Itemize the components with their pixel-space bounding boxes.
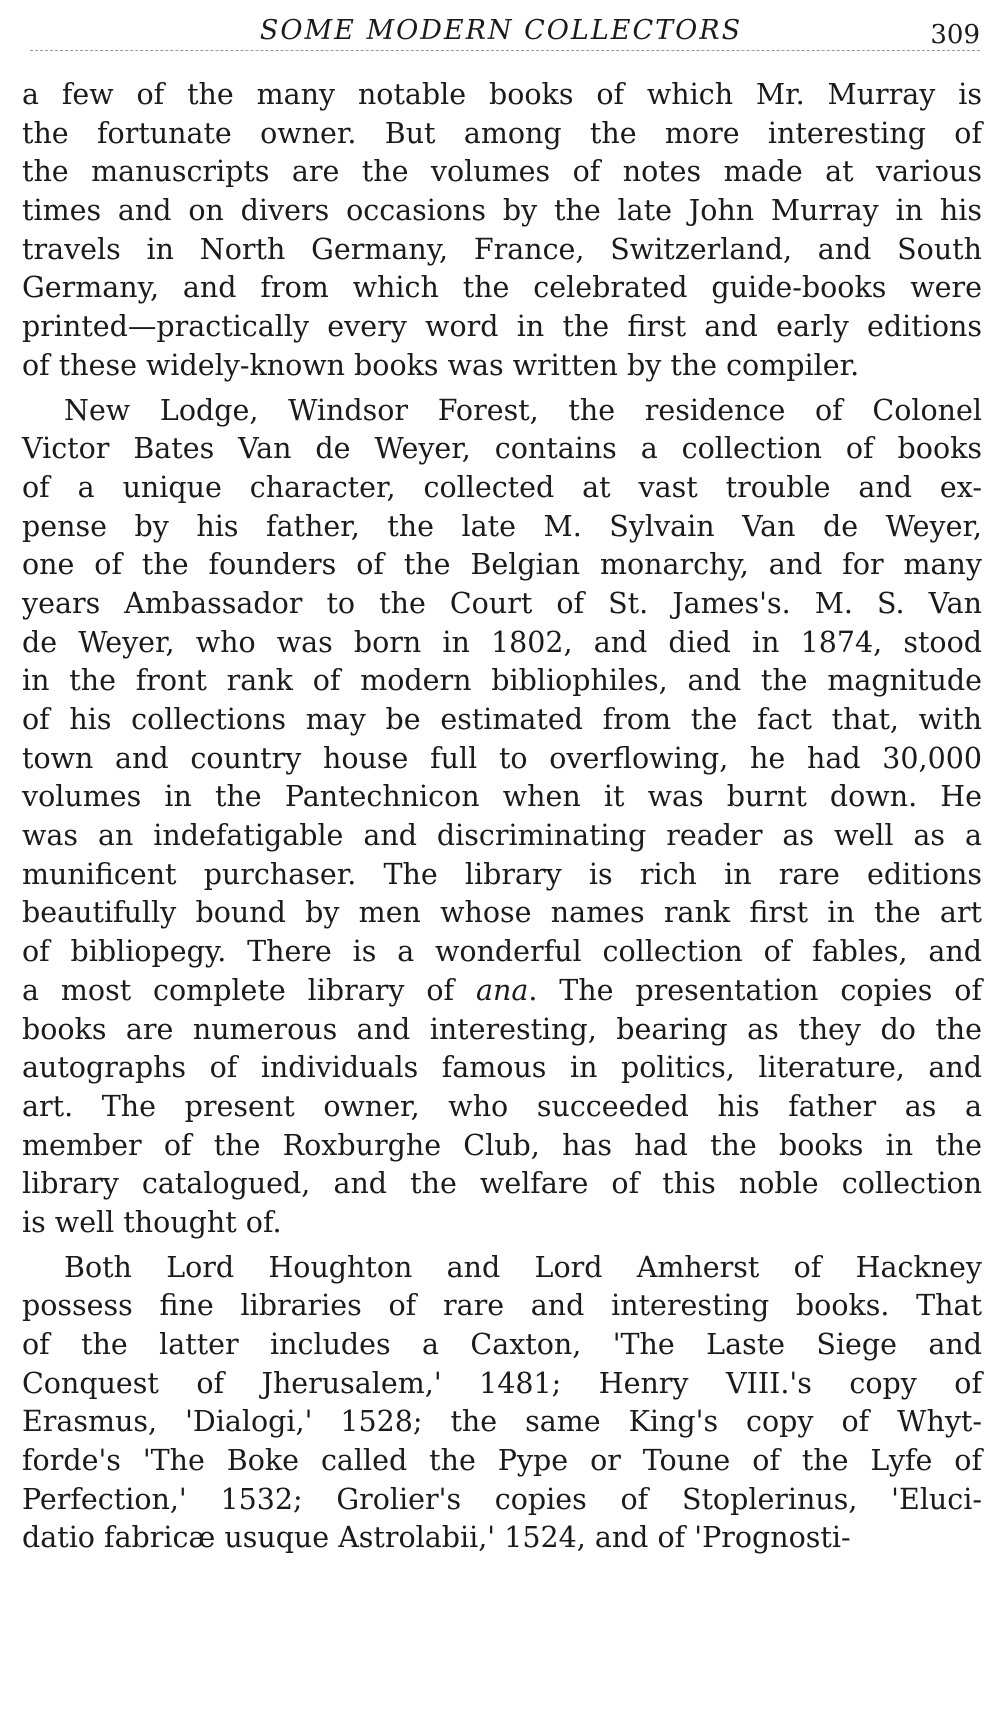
text-line: of his collections may be estimated from the fact that, with — [22, 703, 982, 736]
text-line: Both Lord Houghton and Lord Amherst of Hackney — [64, 1250, 982, 1284]
text-line: of a unique character, collected at vast trouble and ex- — [22, 470, 982, 504]
text-line: of these widely-known books was written by the compiler. — [22, 348, 860, 382]
text-line: art. The present owner, who succeeded his father as a — [22, 1089, 982, 1123]
paragraph — [22, 392, 982, 1243]
text-line: pense by his father, the late M. Sylvain Van de Weyer, — [22, 509, 982, 543]
text-line: a few of the many notable books of which Mr. Murray is — [22, 78, 982, 111]
text-line: books are numerous and interesting, bearing as they do the — [22, 1012, 982, 1046]
text-line: town and country house full to overflowing, he had 30,000 — [22, 741, 982, 775]
text-line: volumes in the Pantechnicon when it was burnt down. He — [22, 780, 982, 814]
text-line: a most complete library of ana. The presentation copies of — [22, 973, 983, 1007]
paragraph — [22, 76, 982, 386]
text-line: of the latter includes a Caxton, 'The Laste Siege and — [22, 1328, 982, 1361]
body-text — [22, 76, 982, 1558]
page-header — [22, 12, 980, 52]
text-line: beautifully bound by men whose names rank first in the art — [22, 896, 982, 930]
text-line: Germany, and from which the celebrated guide-books were — [22, 271, 982, 305]
page-number: 309 — [930, 20, 980, 50]
text-line: in the front rank of modern bibliophiles, and the magnitude — [22, 664, 982, 698]
text-line: the manuscripts are the volumes of notes made at various — [22, 155, 982, 189]
text-line: one of the founders of the Belgian monarchy, and for many — [22, 548, 982, 582]
text-line: New Lodge, Windsor Forest, the residence of Colonel — [64, 393, 982, 427]
text-line: Conquest of Jherusalem,' 1481; Henry VIII.'s copy of — [22, 1366, 982, 1400]
text-line: Victor Bates Van de Weyer, contains a collection of books — [22, 432, 982, 466]
text-line: possess fine libraries of rare and interesting books. That — [22, 1289, 982, 1323]
text-line: datio fabricæ usuque Astrolabii,' 1524, and of 'Prognosti- — [22, 1521, 851, 1555]
text-line: library catalogued, and the welfare of this noble collection — [22, 1167, 982, 1201]
text-line: Erasmus, 'Dialogi,' 1528; the same King's copy of Whyt- — [22, 1405, 982, 1439]
text-line: autographs of individuals famous in politics, literature, and — [22, 1051, 982, 1085]
text-line: times and on divers occasions by the late John Murray in his — [22, 194, 982, 228]
text-line: travels in North Germany, France, Switzerland, and South — [22, 232, 982, 266]
text-line: years Ambassador to the Court of St. James's. M. S. Van — [22, 586, 982, 620]
running-title: SOME MODERN COLLECTORS — [259, 15, 743, 46]
text-line: the fortunate owner. But among the more interesting of — [22, 116, 982, 150]
text-line: munificent purchaser. The library is rich in rare editions — [22, 857, 982, 891]
paragraph — [22, 1249, 982, 1559]
text-line: printed—practically every word in the first and early editions — [22, 310, 982, 344]
text-line: of bibliopegy. There is a wonderful collection of fables, and — [22, 935, 982, 969]
text-line: is well thought of. — [22, 1205, 282, 1239]
header-rule — [30, 50, 980, 51]
text-line: member of the Roxburghe Club, has had the books in the — [22, 1128, 982, 1162]
text-line: de Weyer, who was born in 1802, and died in 1874, stood — [22, 625, 982, 659]
text-line: forde's 'The Boke called the Pype or Toune of the Lyfe of — [22, 1444, 982, 1478]
text-line: was an indefatigable and discriminating reader as well as a — [22, 819, 982, 853]
text-line: Perfection,' 1532; Grolier's copies of Stoplerinus, 'Eluci- — [22, 1482, 982, 1516]
